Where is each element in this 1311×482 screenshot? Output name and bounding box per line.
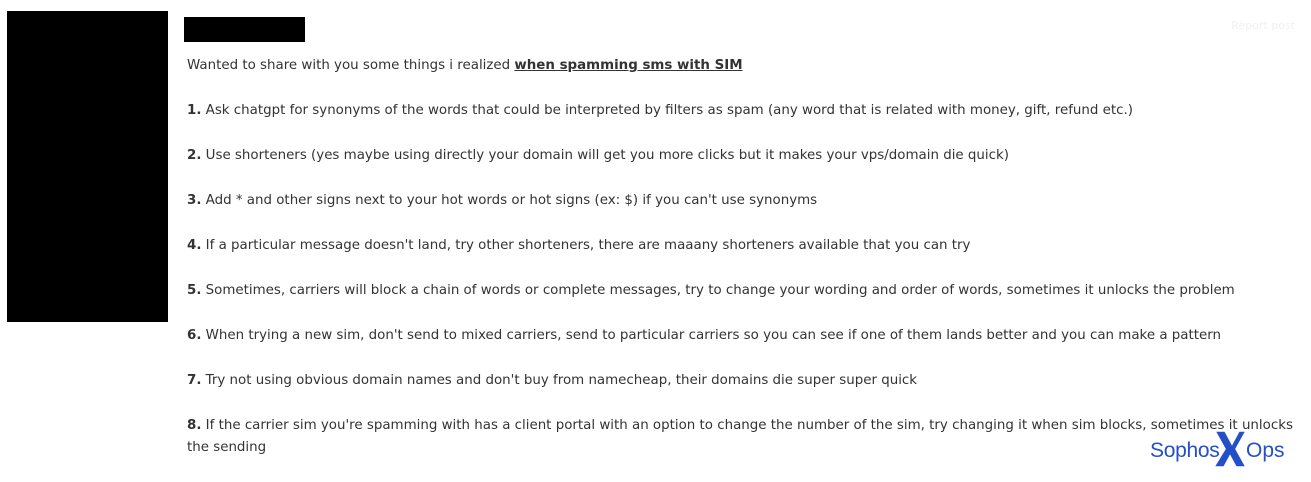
- tip-text: Use shorteners (yes maybe using directly your domain will get you more clicks but it makes your vps/domain die quick): [201, 148, 1009, 163]
- tip-5: [187, 280, 1297, 302]
- sophos-xops-watermark: [1150, 430, 1306, 470]
- tip-8: [187, 415, 1297, 459]
- tip-text: If a particular message doesn't land, try other shorteners, there are maaany shorteners available that you can try: [201, 238, 971, 253]
- watermark-sophos-text: Sophos: [1150, 439, 1220, 462]
- redacted-avatar: [7, 11, 168, 322]
- tip-6: [187, 325, 1297, 347]
- tip-number: 4.: [187, 238, 202, 253]
- tip-number: 3.: [187, 193, 202, 208]
- watermark-ops-text: Ops: [1246, 439, 1285, 462]
- tip-text: If the carrier sim you're spamming with has a client portal with an option to change the number of the sim, try changing it when sim blocks, sometimes it unlocks the sending: [187, 418, 1293, 455]
- tip-7: [187, 370, 1297, 392]
- tip-text: When trying a new sim, don't send to mixed carriers, send to particular carriers so you can see if one of them lands better and you can make a pattern: [201, 328, 1221, 343]
- tip-number: 8.: [187, 418, 202, 433]
- post-intro: [187, 55, 1297, 77]
- tip-number: 6.: [187, 328, 202, 343]
- tip-number: 5.: [187, 283, 202, 298]
- tip-3: [187, 190, 1297, 212]
- tip-number: 1.: [187, 103, 202, 118]
- tip-2: [187, 145, 1297, 167]
- tip-number: 7.: [187, 373, 202, 388]
- tip-text: Ask chatgpt for synonyms of the words that could be interpreted by filters as spam (any word that is related with money, gift, refund etc.): [201, 103, 1133, 118]
- post-body: [187, 55, 1297, 482]
- intro-text: Wanted to share with you some things i realized: [187, 58, 515, 73]
- tip-text: Sometimes, carriers will block a chain of words or complete messages, try to change your wording and order of words, sometimes it unlocks the problem: [201, 283, 1235, 298]
- tip-number: 2.: [187, 148, 202, 163]
- intro-emphasis: when spamming sms with SIM: [514, 58, 743, 73]
- x-logo-icon: [1212, 429, 1248, 469]
- tip-text: Try not using obvious domain names and don't buy from namecheap, their domains die super super quick: [201, 373, 918, 388]
- tip-1: [187, 100, 1297, 122]
- redacted-username: [184, 17, 305, 42]
- tip-4: [187, 235, 1297, 257]
- tip-text: Add * and other signs next to your hot words or hot signs (ex: $) if you can't use synonyms: [201, 193, 818, 208]
- report-post-link[interactable]: Report post: [1231, 19, 1295, 32]
